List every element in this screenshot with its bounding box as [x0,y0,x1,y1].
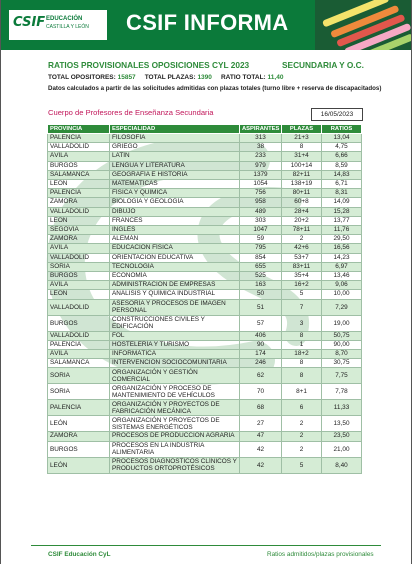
cell-aspirantes: 655 [240,262,282,271]
totals-line [48,74,283,81]
cell-aspirantes: 50 [240,290,282,299]
cell-aspirantes: 795 [240,244,282,253]
cell-especialidad: EDUCACIÓN FÍSICA [110,244,240,253]
calculation-note: Datos calculados a partir de las solicitudes admitidas con plazas totales (turno libre + reserva de discapacitados) [48,85,382,92]
table-row [48,244,362,253]
total-plazas-label: TOTAL PLAZAS: [144,74,196,81]
cell-plazas: 31+4 [282,152,322,161]
cell-especialidad: ORGANIZACIÓN Y GESTIÓN COMERCIAL [110,368,240,384]
cell-aspirantes: 756 [240,189,282,198]
cell-provincia: VALLADOLID [48,207,110,216]
cell-ratios: 8,70 [322,350,362,359]
table-row [48,432,362,441]
cell-especialidad: LATÍN [110,152,240,161]
cell-ratios: 13,77 [322,216,362,225]
report-subtitle: SECUNDARIA Y O.C. [282,60,364,70]
cell-especialidad: ASESORÍA Y PROCESOS DE IMAGEN PERSONAL [110,299,240,315]
cell-plazas: 2 [282,235,322,244]
table-row [48,299,362,315]
cell-especialidad: INFORMÁTICA [110,350,240,359]
cell-ratios: 6,66 [322,152,362,161]
cell-especialidad: ORGANIZACIÓN Y PROCESO DE MANTENIMIENTO DE VEHÍCULOS [110,384,240,400]
cell-especialidad: DIBUJO [110,207,240,216]
cell-provincia: SALAMANCA [48,170,110,179]
report-title: RATIOS PROVISIONALES OPOSICIONES CYL 2023 [48,60,250,70]
cell-especialidad: CONSTRUCCIONES CIVILES Y EDIFICACIÓN [110,315,240,331]
cell-especialidad: INTERVENCIÓN SOCIOCOMUNITARIA [110,359,240,368]
cell-plazas: 28+4 [282,207,322,216]
cell-ratios: 9,06 [322,281,362,290]
table-row [48,272,362,281]
header-banner [1,0,411,50]
cell-ratios: 13,46 [322,272,362,281]
col-aspirantes: ASPIRANTES [240,125,282,134]
cell-ratios: 7,78 [322,384,362,400]
cell-especialidad: FRANCÉS [110,216,240,225]
cell-especialidad: HOSTELERÍA Y TURISMO [110,340,240,349]
cell-especialidad: GRIEGO [110,143,240,152]
cell-especialidad: PROCESOS EN LA INDUSTRIA ALIMENTARIA [110,441,240,457]
cell-aspirantes: 525 [240,272,282,281]
table-row [48,189,362,198]
cell-plazas: 1 [282,340,322,349]
cell-ratios: 7,75 [322,368,362,384]
cell-provincia: BURGOS [48,272,110,281]
table-row [48,457,362,473]
table-row [48,416,362,432]
table-row [48,161,362,170]
ratio-total-value: 11,40 [267,74,284,81]
cell-provincia: VALLADOLID [48,331,110,340]
table-row [48,441,362,457]
cell-plazas: 6 [282,400,322,416]
cell-provincia: PALENCIA [48,189,110,198]
cell-provincia: ZAMORA [48,235,110,244]
cell-plazas: 42+6 [282,244,322,253]
cell-especialidad: ORIENTACIÓN EDUCATIVA [110,253,240,262]
cell-provincia: SORIA [48,262,110,271]
cell-ratios: 50,75 [322,331,362,340]
cell-provincia: VALLADOLID [48,143,110,152]
cell-aspirantes: 303 [240,216,282,225]
cell-especialidad: GEOGRAFÍA E HISTORIA [110,170,240,179]
cell-aspirantes: 42 [240,457,282,473]
cell-aspirantes: 174 [240,350,282,359]
logo-line-1: EDUCACIÓN [46,16,83,22]
cell-especialidad: MATEMÁTICAS [110,180,240,189]
cell-aspirantes: 51 [240,299,282,315]
cell-ratios: 6,71 [322,180,362,189]
cell-ratios: 90,00 [322,340,362,349]
section-title: Cuerpo de Profesores de Enseñanza Secundaria [48,108,214,117]
footer-left: CSIF Educación CyL [48,551,111,558]
cell-plazas: 60+8 [282,198,322,207]
cell-provincia: SORIA [48,384,110,400]
cell-provincia: ÁVILA [48,244,110,253]
cell-ratios: 14,23 [322,253,362,262]
cell-plazas: 53+7 [282,253,322,262]
table-row [48,134,362,143]
table-row [48,315,362,331]
footer-divider [31,545,381,546]
cell-plazas: 16+2 [282,281,322,290]
cell-provincia: ZAMORA [48,198,110,207]
cell-plazas: 8 [282,359,322,368]
ratios-table [47,124,362,474]
footer-right: Ratios admitidos/plazas provisionales [267,551,374,558]
cell-ratios: 29,50 [322,235,362,244]
cell-provincia: VALLADOLID [48,299,110,315]
cell-aspirantes: 406 [240,331,282,340]
cell-aspirantes: 313 [240,134,282,143]
cell-ratios: 14,83 [322,170,362,179]
cell-ratios: 8,31 [322,189,362,198]
cell-ratios: 21,00 [322,441,362,457]
cell-ratios: 13,50 [322,416,362,432]
cell-provincia: SALAMANCA [48,359,110,368]
cell-ratios: 19,00 [322,315,362,331]
cell-provincia: PALENCIA [48,340,110,349]
cell-plazas: 5 [282,457,322,473]
total-opositores-value: 15857 [117,74,136,81]
cell-provincia: SEGOVIA [48,226,110,235]
cell-aspirantes: 163 [240,281,282,290]
cell-ratios: 8,40 [322,457,362,473]
header-title: CSIF INFORMA [126,10,289,35]
col-especialidad: ESPECIALIDAD [110,125,240,134]
table-header-row [48,125,362,134]
cell-aspirantes: 489 [240,207,282,216]
cell-aspirantes: 1379 [240,170,282,179]
cell-ratios: 30,75 [322,359,362,368]
table-row [48,207,362,216]
cell-ratios: 11,33 [322,400,362,416]
cell-especialidad: BIOLOGÍA Y GEOLOGÍA [110,198,240,207]
cell-plazas: 100+14 [282,161,322,170]
cell-ratios: 8,59 [322,161,362,170]
cell-especialidad: FILOSOFÍA [110,134,240,143]
cell-aspirantes: 47 [240,432,282,441]
cell-aspirantes: 854 [240,253,282,262]
cell-ratios: 13,04 [322,134,362,143]
cell-provincia: BURGOS [48,315,110,331]
cell-plazas: 2 [282,432,322,441]
cell-provincia: BURGOS [48,161,110,170]
table-row [48,400,362,416]
cell-ratios: 6,97 [322,262,362,271]
table-row [48,180,362,189]
cell-provincia: ZAMORA [48,432,110,441]
chalk-sticks-image [315,0,411,50]
cell-aspirantes: 979 [240,161,282,170]
table-row [48,198,362,207]
cell-especialidad: TECNOLOGÍA [110,262,240,271]
table-row [48,350,362,359]
col-plazas: PLAZAS [282,125,322,134]
cell-aspirantes: 70 [240,384,282,400]
cell-aspirantes: 90 [240,340,282,349]
cell-aspirantes: 62 [240,368,282,384]
cell-aspirantes: 1047 [240,226,282,235]
cell-aspirantes: 233 [240,152,282,161]
table-row [48,216,362,225]
cell-plazas: 20+2 [282,216,322,225]
total-plazas-value: 1390 [197,74,212,81]
cell-aspirantes: 27 [240,416,282,432]
cell-ratios: 4,75 [322,143,362,152]
table-row [48,253,362,262]
table-row [48,226,362,235]
cell-provincia: LEÓN [48,180,110,189]
cell-plazas: 8+1 [282,384,322,400]
table-row [48,340,362,349]
cell-aspirantes: 1054 [240,180,282,189]
table-row [48,331,362,340]
cell-plazas: 83+11 [282,262,322,271]
cell-aspirantes: 42 [240,441,282,457]
table-row [48,368,362,384]
table-row [48,290,362,299]
table-row [48,170,362,179]
logo-mark: CSIF [13,15,46,30]
cell-provincia: BURGOS [48,441,110,457]
cell-provincia: LEÓN [48,290,110,299]
cell-provincia: VALLADOLID [48,253,110,262]
cell-especialidad: ADMINISTRACIÓN DE EMPRESAS [110,281,240,290]
cell-provincia: ÁVILA [48,152,110,161]
cell-provincia: LEÓN [48,416,110,432]
cell-aspirantes: 57 [240,315,282,331]
cell-ratios: 11,76 [322,226,362,235]
cell-especialidad: INGLÉS [110,226,240,235]
logo-line-2: CASTILLA Y LEÓN [46,24,89,30]
table-row [48,152,362,161]
cell-plazas: 3 [282,315,322,331]
cell-aspirantes: 68 [240,400,282,416]
cell-provincia: ÁVILA [48,350,110,359]
csif-logo [9,10,107,40]
cell-provincia: LEÓN [48,457,110,473]
cell-ratios: 7,29 [322,299,362,315]
cell-plazas: 80+11 [282,189,322,198]
cell-provincia: LEÓN [48,216,110,225]
cell-provincia: PALENCIA [48,134,110,143]
table-body [48,134,362,474]
cell-especialidad: ORGANIZACIÓN Y PROYECTOS DE SISTEMAS ENERGÉTICOS [110,416,240,432]
cell-plazas: 8 [282,331,322,340]
cell-plazas: 78+11 [282,226,322,235]
cell-especialidad: FÍSICA Y QUÍMICA [110,189,240,198]
cell-ratios: 10,00 [322,290,362,299]
cell-plazas: 8 [282,368,322,384]
cell-especialidad: FOL [110,331,240,340]
cell-aspirantes: 38 [240,143,282,152]
cell-ratios: 14,09 [322,198,362,207]
cell-plazas: 138+19 [282,180,322,189]
col-provincia: PROVINCIA [48,125,110,134]
cell-especialidad: LENGUA Y LITERATURA [110,161,240,170]
cell-plazas: 21+3 [282,134,322,143]
cell-plazas: 5 [282,290,322,299]
cell-ratios: 16,56 [322,244,362,253]
ratio-total-label: RATIO TOTAL: [220,74,266,81]
cell-plazas: 2 [282,441,322,457]
cell-plazas: 82+11 [282,170,322,179]
cell-ratios: 23,50 [322,432,362,441]
cell-aspirantes: 958 [240,198,282,207]
table-row [48,359,362,368]
cell-provincia: SORIA [48,368,110,384]
cell-plazas: 2 [282,416,322,432]
cell-especialidad: ORGANIZACIÓN Y PROYECTOS DE FABRICACIÓN MECÁNICA [110,400,240,416]
table-row [48,281,362,290]
cell-especialidad: PROCESOS DE PRODUCCIÓN AGRARIA [110,432,240,441]
total-opositores-label: TOTAL OPOSITORES: [48,74,116,81]
cell-aspirantes: 59 [240,235,282,244]
cell-especialidad: ANÁLISIS Y QUÍMICA INDUSTRIAL [110,290,240,299]
cell-plazas: 7 [282,299,322,315]
cell-aspirantes: 246 [240,359,282,368]
cell-provincia: ÁVILA [48,281,110,290]
cell-ratios: 15,28 [322,207,362,216]
report-date: 16/05/2023 [311,108,363,121]
cell-provincia: PALENCIA [48,400,110,416]
table-row [48,143,362,152]
table-row [48,235,362,244]
col-ratios: RATIOS [322,125,362,134]
table-row [48,262,362,271]
cell-especialidad: ECONOMÍA [110,272,240,281]
cell-especialidad: PROCESOS DIAGNÓSTICOS CLÍNICOS Y PRODUCTOS ORTOPROTÉSICOS [110,457,240,473]
cell-especialidad: ALEMÁN [110,235,240,244]
cell-plazas: 18+2 [282,350,322,359]
cell-plazas: 8 [282,143,322,152]
cell-plazas: 35+4 [282,272,322,281]
table-row [48,384,362,400]
